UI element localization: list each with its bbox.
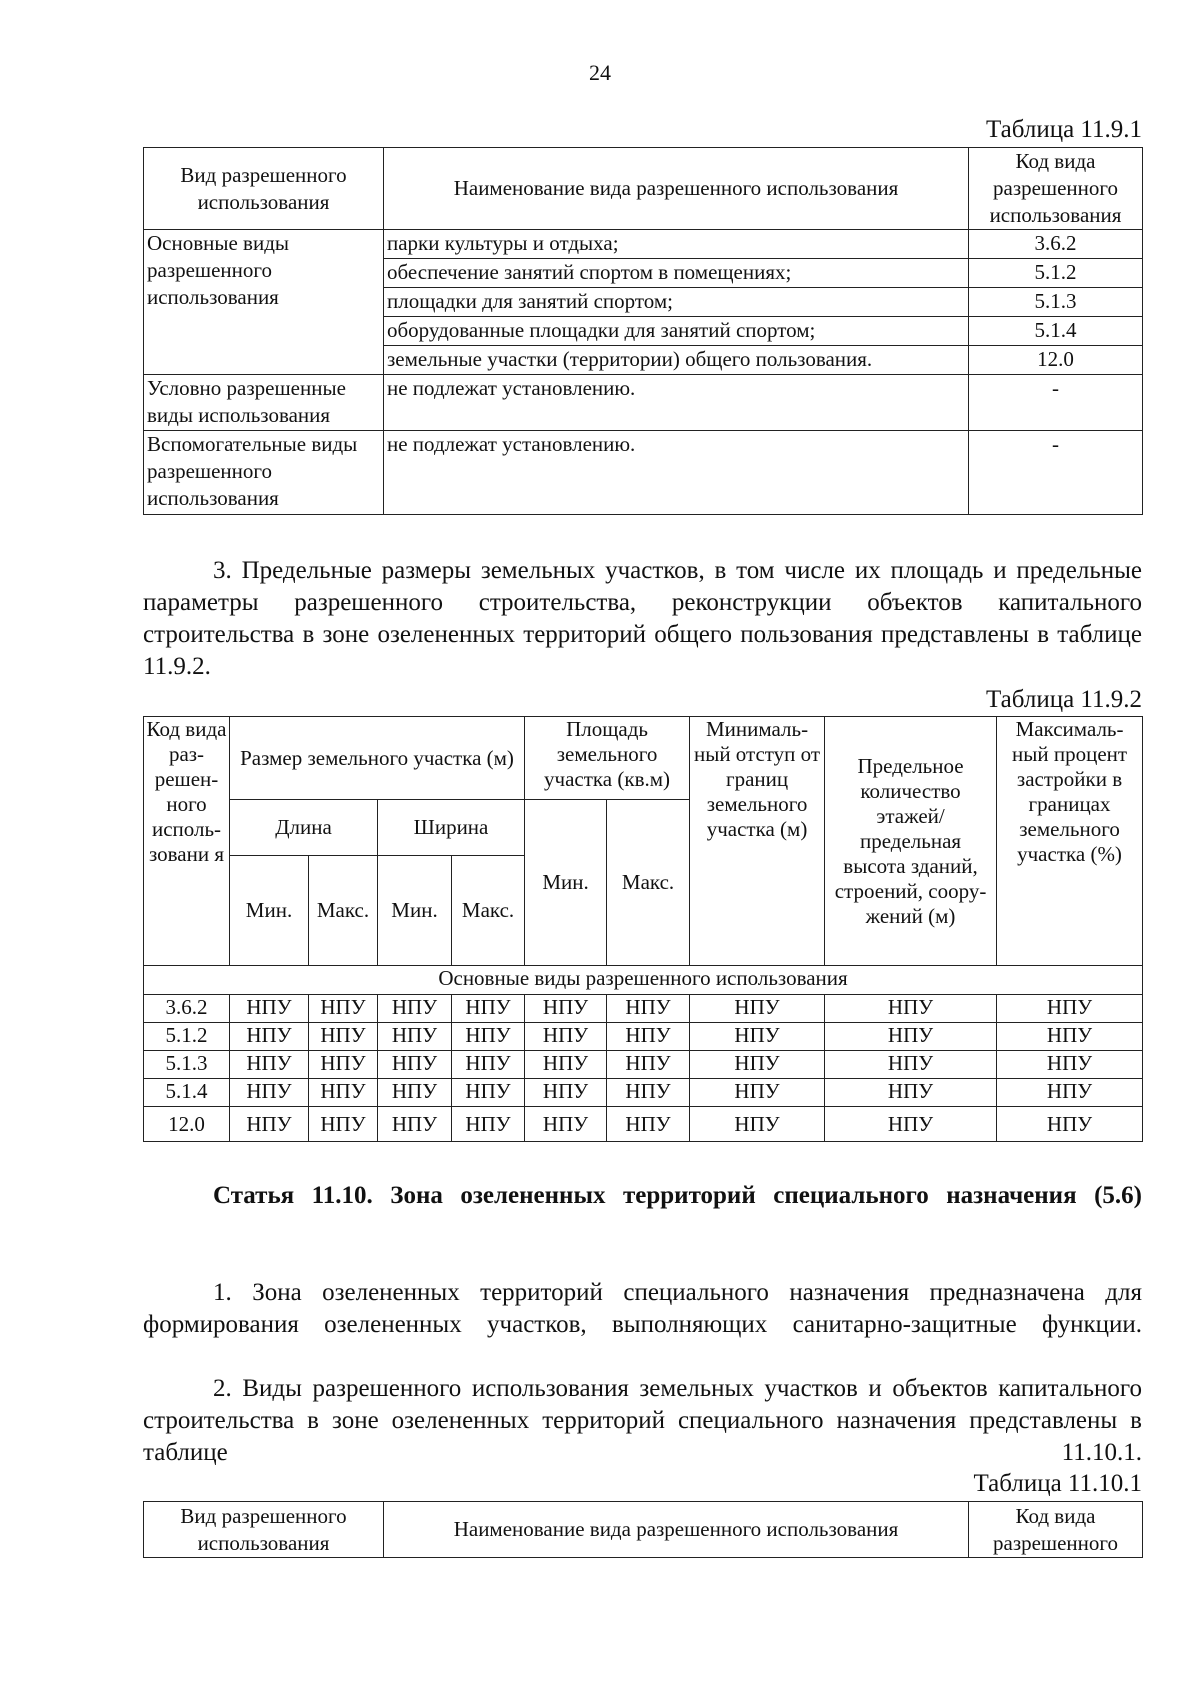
cell: НПУ xyxy=(825,995,997,1023)
header-usage-name: Наименование вида разрешенного использования xyxy=(384,1502,969,1558)
header-width-min: Мин. xyxy=(378,856,452,966)
cell: НПУ xyxy=(309,1023,378,1051)
usage-code: - xyxy=(969,431,1143,515)
cell: НПУ xyxy=(525,1107,607,1142)
cell: НПУ xyxy=(309,1107,378,1142)
cell: НПУ xyxy=(452,1051,525,1079)
cell: НПУ xyxy=(607,1051,690,1079)
table-caption-11-9-1: Таблица 11.9.1 xyxy=(986,116,1142,143)
cell: НПУ xyxy=(378,1079,452,1107)
cell: НПУ xyxy=(825,1023,997,1051)
cell: НПУ xyxy=(525,1023,607,1051)
cell: НПУ xyxy=(378,995,452,1023)
cell: НПУ xyxy=(825,1051,997,1079)
cell: НПУ xyxy=(378,1051,452,1079)
header-usage-name: Наименование вида разрешенного использования xyxy=(384,148,969,230)
table-11-9-1 xyxy=(143,147,1143,515)
cell: НПУ xyxy=(997,1107,1143,1142)
table-11-10-1 xyxy=(143,1501,1143,1558)
usage-code: 12.0 xyxy=(969,346,1143,375)
table-row xyxy=(144,1079,1143,1107)
row-code: 5.1.3 xyxy=(144,1051,230,1079)
cell: НПУ xyxy=(997,995,1143,1023)
page-number: 24 xyxy=(589,60,611,85)
cell: НПУ xyxy=(309,995,378,1023)
table-header-row xyxy=(144,1502,1143,1558)
paragraph-zone-usage: 2. Виды разрешенного использования земельных участков и объектов капитального строительства в зоне озелененных территорий специального назначения представлены в таблице 11.10.1. xyxy=(143,1375,1142,1466)
table-row xyxy=(144,230,1143,259)
table-caption-11-10-1: Таблица 11.10.1 xyxy=(973,1470,1142,1497)
cell: НПУ xyxy=(525,1051,607,1079)
header-area-min: Мин. xyxy=(525,800,607,966)
header-usage-type: Вид разрешенного использования xyxy=(144,1502,384,1558)
cell: НПУ xyxy=(309,1051,378,1079)
cell: НПУ xyxy=(690,1051,825,1079)
table-11-9-2 xyxy=(143,716,1143,1142)
header-width-max: Макс. xyxy=(452,856,525,966)
table-row xyxy=(144,431,1143,515)
cell: НПУ xyxy=(690,1107,825,1142)
header-setback: Минималь-ный отступ от границ земельного участка (м) xyxy=(690,717,825,966)
cell: НПУ xyxy=(309,1079,378,1107)
cell: НПУ xyxy=(452,995,525,1023)
row-code: 3.6.2 xyxy=(144,995,230,1023)
cell: НПУ xyxy=(607,1079,690,1107)
cell: НПУ xyxy=(997,1079,1143,1107)
article-heading: Статья 11.10. Зона озелененных территорий специального назначения (5.6) xyxy=(213,1182,1142,1209)
table-row xyxy=(144,1023,1143,1051)
row-code: 5.1.4 xyxy=(144,1079,230,1107)
group-conditional: Условно разрешенные виды использования xyxy=(144,375,384,431)
cell: НПУ xyxy=(230,1023,309,1051)
header-percent: Максималь-ный процент застройки в границах земельного участка (%) xyxy=(997,717,1143,966)
usage-code: 5.1.3 xyxy=(969,288,1143,317)
table-row xyxy=(144,375,1143,431)
usage-code: 3.6.2 xyxy=(969,230,1143,259)
cell: НПУ xyxy=(378,1023,452,1051)
usage-name: оборудованные площадки для занятий спортом; xyxy=(384,317,969,346)
usage-name: земельные участки (территории) общего пользования. xyxy=(384,346,969,375)
usage-name: не подлежат установлению. xyxy=(384,375,969,431)
paragraph-zone-purpose: 1. Зона озелененных территорий специального назначения предназначена для формирования озелененных участков, выполняющих санитарно-защитные функции. xyxy=(143,1279,1142,1338)
cell: НПУ xyxy=(997,1051,1143,1079)
header-usage-type: Вид разрешенного использования xyxy=(144,148,384,230)
cell: НПУ xyxy=(230,1107,309,1142)
header-width: Ширина xyxy=(378,800,525,856)
cell: НПУ xyxy=(607,1023,690,1051)
usage-name: парки культуры и отдыха; xyxy=(384,230,969,259)
cell: НПУ xyxy=(230,995,309,1023)
header-floors: Предельное количество этажей/ предельная высота зданий, строений, соору-жений (м) xyxy=(825,717,997,966)
row-code: 12.0 xyxy=(144,1107,230,1142)
table-row xyxy=(144,1051,1143,1079)
cell: НПУ xyxy=(690,995,825,1023)
cell: НПУ xyxy=(452,1079,525,1107)
usage-name: обеспечение занятий спортом в помещениях; xyxy=(384,259,969,288)
header-length: Длина xyxy=(230,800,378,856)
header-length-min: Мин. xyxy=(230,856,309,966)
usage-code: 5.1.2 xyxy=(969,259,1143,288)
cell: НПУ xyxy=(825,1079,997,1107)
cell: НПУ xyxy=(378,1107,452,1142)
cell: НПУ xyxy=(452,1107,525,1142)
table-row xyxy=(144,995,1143,1023)
table-row xyxy=(144,1107,1143,1142)
cell: НПУ xyxy=(525,1079,607,1107)
group-main: Основные виды разрешенного использования xyxy=(144,230,384,375)
usage-code: - xyxy=(969,375,1143,431)
cell: НПУ xyxy=(452,1023,525,1051)
usage-name: не подлежат установлению. xyxy=(384,431,969,515)
header-area: Площадь земельного участка (кв.м) xyxy=(525,717,690,800)
section-main: Основные виды разрешенного использования xyxy=(144,966,1143,995)
row-code: 5.1.2 xyxy=(144,1023,230,1051)
cell: НПУ xyxy=(690,1079,825,1107)
table-caption-11-9-2: Таблица 11.9.2 xyxy=(986,686,1142,713)
cell: НПУ xyxy=(607,1107,690,1142)
header-usage-code: Код вида разрешенного использования xyxy=(969,148,1143,230)
cell: НПУ xyxy=(690,1023,825,1051)
cell: НПУ xyxy=(230,1079,309,1107)
cell: НПУ xyxy=(525,995,607,1023)
table-header-row xyxy=(144,148,1143,230)
cell: НПУ xyxy=(230,1051,309,1079)
header-usage-code: Код вида разрешенного xyxy=(969,1502,1143,1558)
header-length-max: Макс. xyxy=(309,856,378,966)
usage-name: площадки для занятий спортом; xyxy=(384,288,969,317)
paragraph-limits: 3. Предельные размеры земельных участков, в том числе их площадь и предельные параметры разрешенного строительства, реконструкции объектов капитального строительства в зоне озелененных территорий общего пользования представлены в таблице 11.9.2. xyxy=(143,557,1142,680)
header-code: Код вида раз-решен-ного исполь-зовани я xyxy=(144,717,230,966)
cell: НПУ xyxy=(825,1107,997,1142)
header-size: Размер земельного участка (м) xyxy=(230,717,525,800)
cell: НПУ xyxy=(997,1023,1143,1051)
header-area-max: Макс. xyxy=(607,800,690,966)
cell: НПУ xyxy=(607,995,690,1023)
group-auxiliary: Вспомогательные виды разрешенного использования xyxy=(144,431,384,515)
usage-code: 5.1.4 xyxy=(969,317,1143,346)
